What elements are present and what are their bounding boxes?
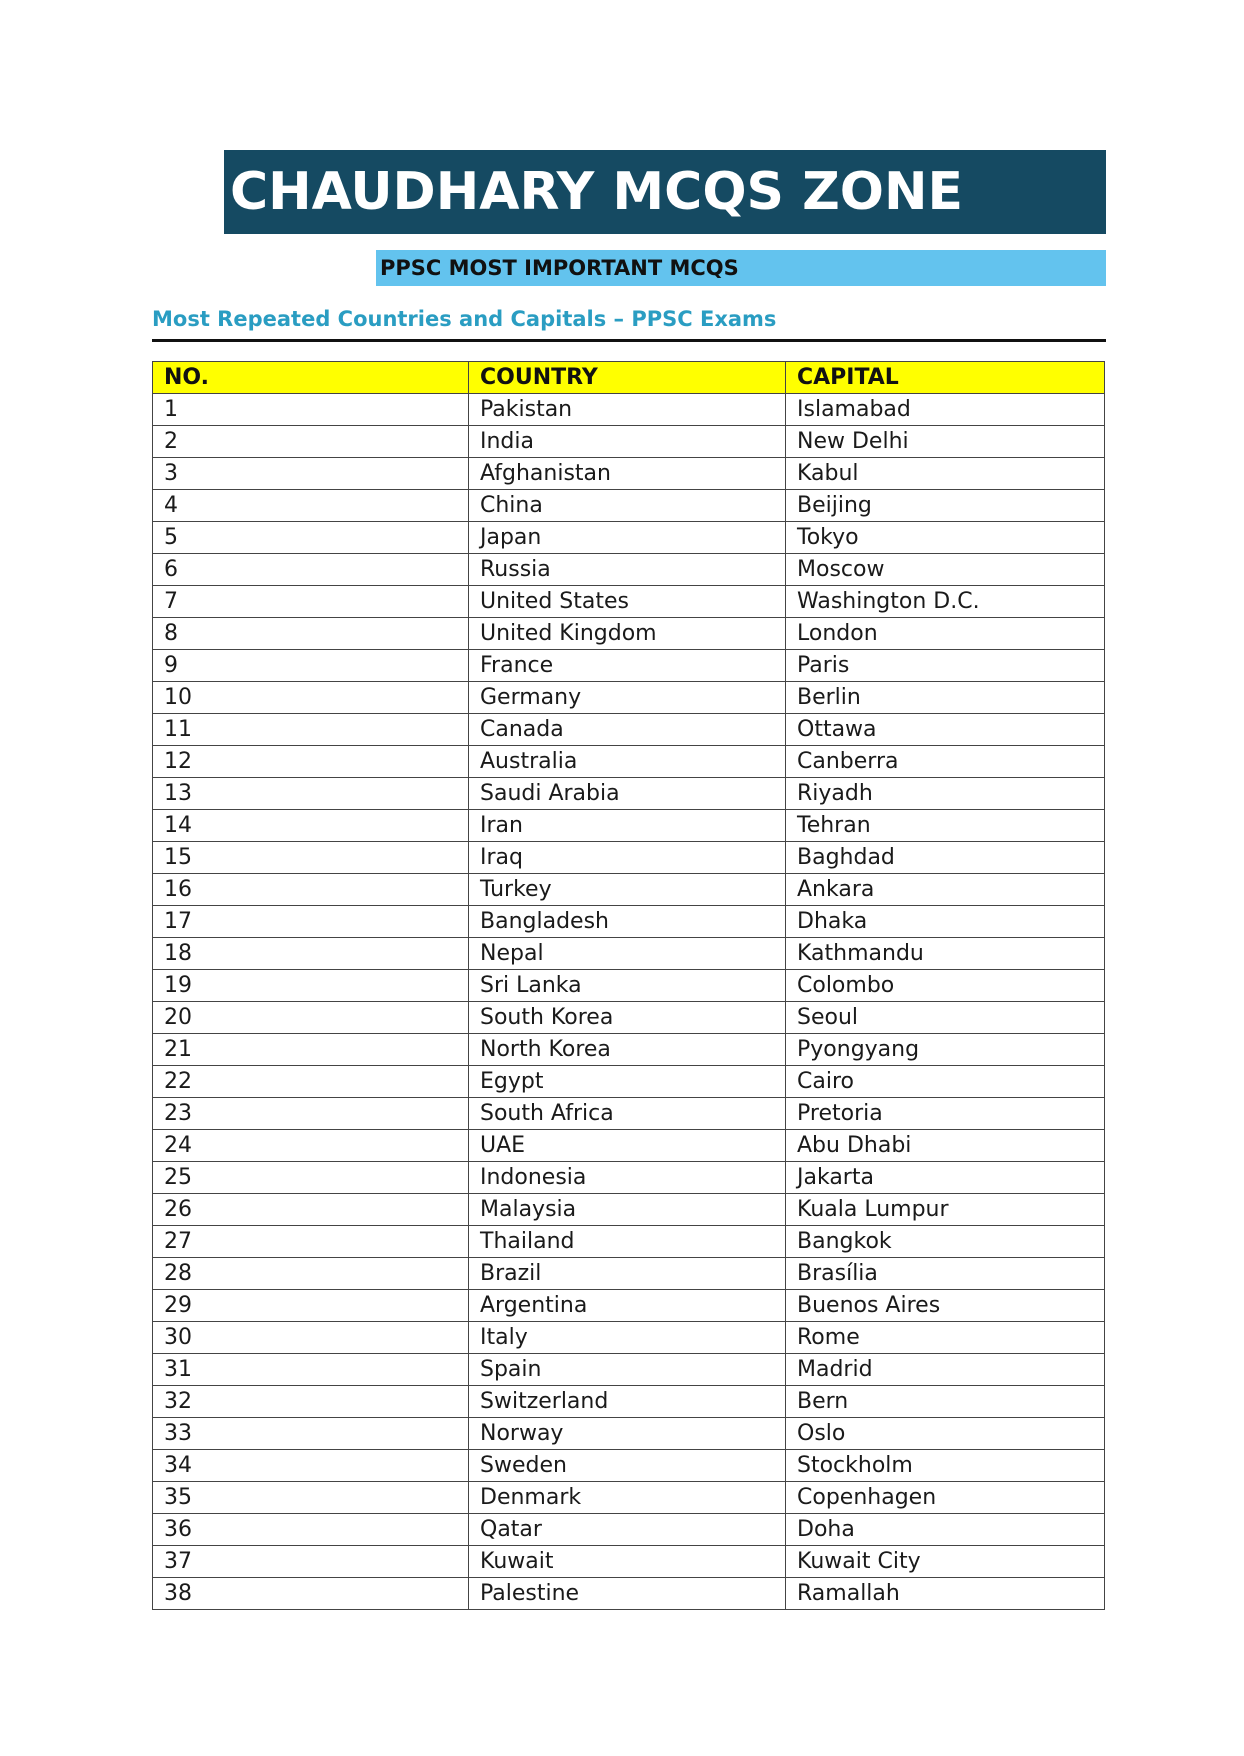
subtitle-text: PPSC MOST IMPORTANT MCQS [380, 256, 739, 280]
cell-capital: Paris [786, 650, 1105, 682]
cell-no: 13 [153, 778, 469, 810]
cell-no: 8 [153, 618, 469, 650]
cell-country: Australia [469, 746, 786, 778]
cell-capital: Beijing [786, 490, 1105, 522]
cell-country: Pakistan [469, 394, 786, 426]
cell-country: Sri Lanka [469, 970, 786, 1002]
cell-country: Nepal [469, 938, 786, 970]
cell-capital: Kathmandu [786, 938, 1105, 970]
cell-country: Saudi Arabia [469, 778, 786, 810]
table-row [153, 554, 1105, 586]
cell-country: Italy [469, 1322, 786, 1354]
cell-country: China [469, 490, 786, 522]
cell-country: Indonesia [469, 1162, 786, 1194]
table-row [153, 1098, 1105, 1130]
cell-country: Bangladesh [469, 906, 786, 938]
cell-no: 38 [153, 1578, 469, 1610]
cell-capital: Bangkok [786, 1226, 1105, 1258]
cell-no: 20 [153, 1002, 469, 1034]
cell-country: Spain [469, 1354, 786, 1386]
cell-no: 5 [153, 522, 469, 554]
cell-no: 10 [153, 682, 469, 714]
cell-country: Russia [469, 554, 786, 586]
cell-capital: Ankara [786, 874, 1105, 906]
cell-country: United States [469, 586, 786, 618]
cell-capital: Rome [786, 1322, 1105, 1354]
cell-country: Canada [469, 714, 786, 746]
cell-no: 33 [153, 1418, 469, 1450]
table-row [153, 586, 1105, 618]
cell-country: South Africa [469, 1098, 786, 1130]
cell-capital: Cairo [786, 1066, 1105, 1098]
cell-capital: Kuala Lumpur [786, 1194, 1105, 1226]
table-row [153, 874, 1105, 906]
cell-capital: London [786, 618, 1105, 650]
table-row [153, 906, 1105, 938]
table-row [153, 778, 1105, 810]
cell-no: 31 [153, 1354, 469, 1386]
heading-divider [152, 339, 1106, 342]
cell-capital: Tokyo [786, 522, 1105, 554]
table-row [153, 1194, 1105, 1226]
table-row [153, 682, 1105, 714]
cell-country: Kuwait [469, 1546, 786, 1578]
table-row [153, 618, 1105, 650]
cell-capital: New Delhi [786, 426, 1105, 458]
cell-country: Palestine [469, 1578, 786, 1610]
table-row [153, 394, 1105, 426]
cell-country: Brazil [469, 1258, 786, 1290]
table-row [153, 1066, 1105, 1098]
table-row [153, 1578, 1105, 1610]
cell-country: North Korea [469, 1034, 786, 1066]
cell-country: Germany [469, 682, 786, 714]
cell-no: 6 [153, 554, 469, 586]
cell-country: Malaysia [469, 1194, 786, 1226]
cell-capital: Oslo [786, 1418, 1105, 1450]
cell-capital: Dhaka [786, 906, 1105, 938]
cell-capital: Brasília [786, 1258, 1105, 1290]
cell-capital: Copenhagen [786, 1482, 1105, 1514]
table-row [153, 426, 1105, 458]
table-row [153, 522, 1105, 554]
table-row [153, 970, 1105, 1002]
table-row [153, 1258, 1105, 1290]
cell-no: 22 [153, 1066, 469, 1098]
cell-no: 15 [153, 842, 469, 874]
cell-country: Japan [469, 522, 786, 554]
cell-capital: Colombo [786, 970, 1105, 1002]
cell-capital: Baghdad [786, 842, 1105, 874]
table-row [153, 490, 1105, 522]
cell-capital: Jakarta [786, 1162, 1105, 1194]
table-row [153, 1418, 1105, 1450]
cell-country: Iraq [469, 842, 786, 874]
table-row [153, 1482, 1105, 1514]
table-row [153, 458, 1105, 490]
table-row [153, 1546, 1105, 1578]
document-heading: Most Repeated Countries and Capitals – PPSC Exams [152, 307, 777, 331]
brand-banner [224, 150, 1106, 234]
cell-no: 27 [153, 1226, 469, 1258]
table-row [153, 1034, 1105, 1066]
cell-no: 3 [153, 458, 469, 490]
cell-no: 2 [153, 426, 469, 458]
cell-country: Iran [469, 810, 786, 842]
brand-title: CHAUDHARY MCQS ZONE [230, 162, 964, 222]
table-row [153, 714, 1105, 746]
cell-country: Turkey [469, 874, 786, 906]
cell-capital: Washington D.C. [786, 586, 1105, 618]
cell-no: 25 [153, 1162, 469, 1194]
cell-capital: Berlin [786, 682, 1105, 714]
table-body [153, 394, 1105, 1610]
table-row [153, 1226, 1105, 1258]
cell-country: France [469, 650, 786, 682]
table-row [153, 1290, 1105, 1322]
cell-country: Egypt [469, 1066, 786, 1098]
table-row [153, 1322, 1105, 1354]
cell-capital: Pretoria [786, 1098, 1105, 1130]
cell-no: 32 [153, 1386, 469, 1418]
cell-capital: Doha [786, 1514, 1105, 1546]
table-row [153, 1386, 1105, 1418]
cell-capital: Bern [786, 1386, 1105, 1418]
table-row [153, 842, 1105, 874]
cell-country: United Kingdom [469, 618, 786, 650]
cell-capital: Madrid [786, 1354, 1105, 1386]
cell-country: India [469, 426, 786, 458]
cell-country: Switzerland [469, 1386, 786, 1418]
cell-country: Argentina [469, 1290, 786, 1322]
table-row [153, 1450, 1105, 1482]
cell-no: 19 [153, 970, 469, 1002]
cell-no: 12 [153, 746, 469, 778]
table-row [153, 1514, 1105, 1546]
cell-capital: Seoul [786, 1002, 1105, 1034]
cell-no: 21 [153, 1034, 469, 1066]
cell-country: Afghanistan [469, 458, 786, 490]
table-row [153, 1002, 1105, 1034]
cell-capital: Pyongyang [786, 1034, 1105, 1066]
cell-country: Sweden [469, 1450, 786, 1482]
table-row [153, 1354, 1105, 1386]
cell-country: Thailand [469, 1226, 786, 1258]
table-row [153, 938, 1105, 970]
cell-capital: Stockholm [786, 1450, 1105, 1482]
column-header-capital: CAPITAL [786, 362, 1105, 394]
cell-no: 29 [153, 1290, 469, 1322]
cell-no: 24 [153, 1130, 469, 1162]
table-row [153, 1162, 1105, 1194]
cell-country: Qatar [469, 1514, 786, 1546]
table-row [153, 1130, 1105, 1162]
table-row [153, 746, 1105, 778]
cell-no: 4 [153, 490, 469, 522]
cell-no: 18 [153, 938, 469, 970]
table-header-row [153, 362, 1105, 394]
cell-capital: Abu Dhabi [786, 1130, 1105, 1162]
cell-no: 9 [153, 650, 469, 682]
cell-no: 34 [153, 1450, 469, 1482]
cell-country: Denmark [469, 1482, 786, 1514]
column-header-no: NO. [153, 362, 469, 394]
cell-country: UAE [469, 1130, 786, 1162]
cell-country: South Korea [469, 1002, 786, 1034]
subtitle-banner [376, 250, 1106, 286]
cell-no: 14 [153, 810, 469, 842]
cell-no: 36 [153, 1514, 469, 1546]
cell-country: Norway [469, 1418, 786, 1450]
countries-capitals-table [152, 361, 1105, 1610]
cell-capital: Canberra [786, 746, 1105, 778]
cell-capital: Islamabad [786, 394, 1105, 426]
cell-capital: Kuwait City [786, 1546, 1105, 1578]
table-row [153, 810, 1105, 842]
cell-capital: Tehran [786, 810, 1105, 842]
cell-capital: Ramallah [786, 1578, 1105, 1610]
cell-no: 23 [153, 1098, 469, 1130]
cell-no: 28 [153, 1258, 469, 1290]
cell-capital: Ottawa [786, 714, 1105, 746]
cell-capital: Moscow [786, 554, 1105, 586]
cell-capital: Buenos Aires [786, 1290, 1105, 1322]
table-row [153, 650, 1105, 682]
cell-no: 35 [153, 1482, 469, 1514]
cell-no: 17 [153, 906, 469, 938]
cell-no: 37 [153, 1546, 469, 1578]
cell-no: 30 [153, 1322, 469, 1354]
cell-no: 16 [153, 874, 469, 906]
cell-no: 1 [153, 394, 469, 426]
cell-no: 11 [153, 714, 469, 746]
cell-no: 7 [153, 586, 469, 618]
cell-no: 26 [153, 1194, 469, 1226]
column-header-country: COUNTRY [469, 362, 786, 394]
cell-capital: Riyadh [786, 778, 1105, 810]
cell-capital: Kabul [786, 458, 1105, 490]
